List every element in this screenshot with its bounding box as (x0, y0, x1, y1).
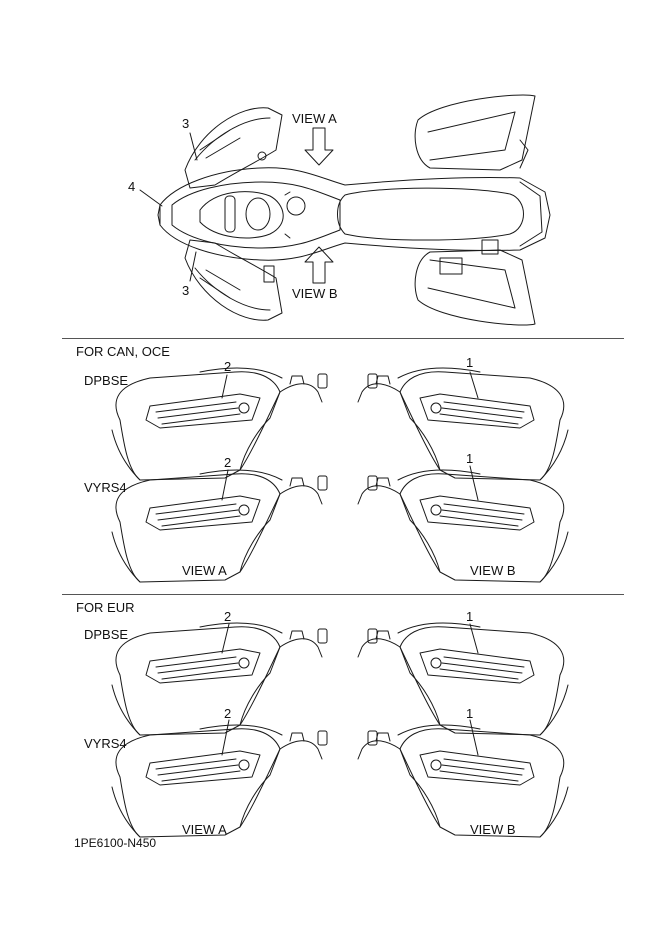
variant-label: VYRS4 (84, 736, 127, 751)
callout-3-bottom: 3 (182, 283, 190, 298)
callout-2: 2 (224, 609, 232, 624)
callout-2: 2 (224, 359, 232, 374)
callout-2: 2 (224, 455, 232, 470)
callout-1: 1 (466, 706, 474, 721)
callout-1: 1 (466, 451, 474, 466)
view-b-label: VIEW B (470, 822, 516, 837)
leader-line (140, 190, 162, 206)
view-a-arrow (305, 128, 333, 165)
section-divider (62, 338, 624, 339)
view-b-label: VIEW B (470, 563, 516, 578)
callout-2: 2 (224, 706, 232, 721)
view-b-arrow (305, 247, 333, 283)
section-title: FOR EUR (76, 600, 135, 615)
part-code: 1PE6100-N450 (74, 836, 157, 850)
section-divider (62, 594, 624, 595)
variant-label: DPBSE (84, 627, 129, 642)
callout-3-top: 3 (182, 116, 190, 131)
variant-label: VYRS4 (84, 480, 127, 495)
section-title: FOR CAN, OCE (76, 344, 170, 359)
callout-4: 4 (128, 179, 136, 194)
callout-1: 1 (466, 609, 474, 624)
view-a-label-top: VIEW A (292, 111, 337, 126)
view-a-label: VIEW A (182, 822, 227, 837)
atv-top-view (158, 95, 550, 325)
callout-1: 1 (466, 355, 474, 370)
view-a-label: VIEW A (182, 563, 227, 578)
view-b-label-top: VIEW B (292, 286, 338, 301)
variant-label: DPBSE (84, 373, 129, 388)
leader-line (190, 252, 196, 281)
